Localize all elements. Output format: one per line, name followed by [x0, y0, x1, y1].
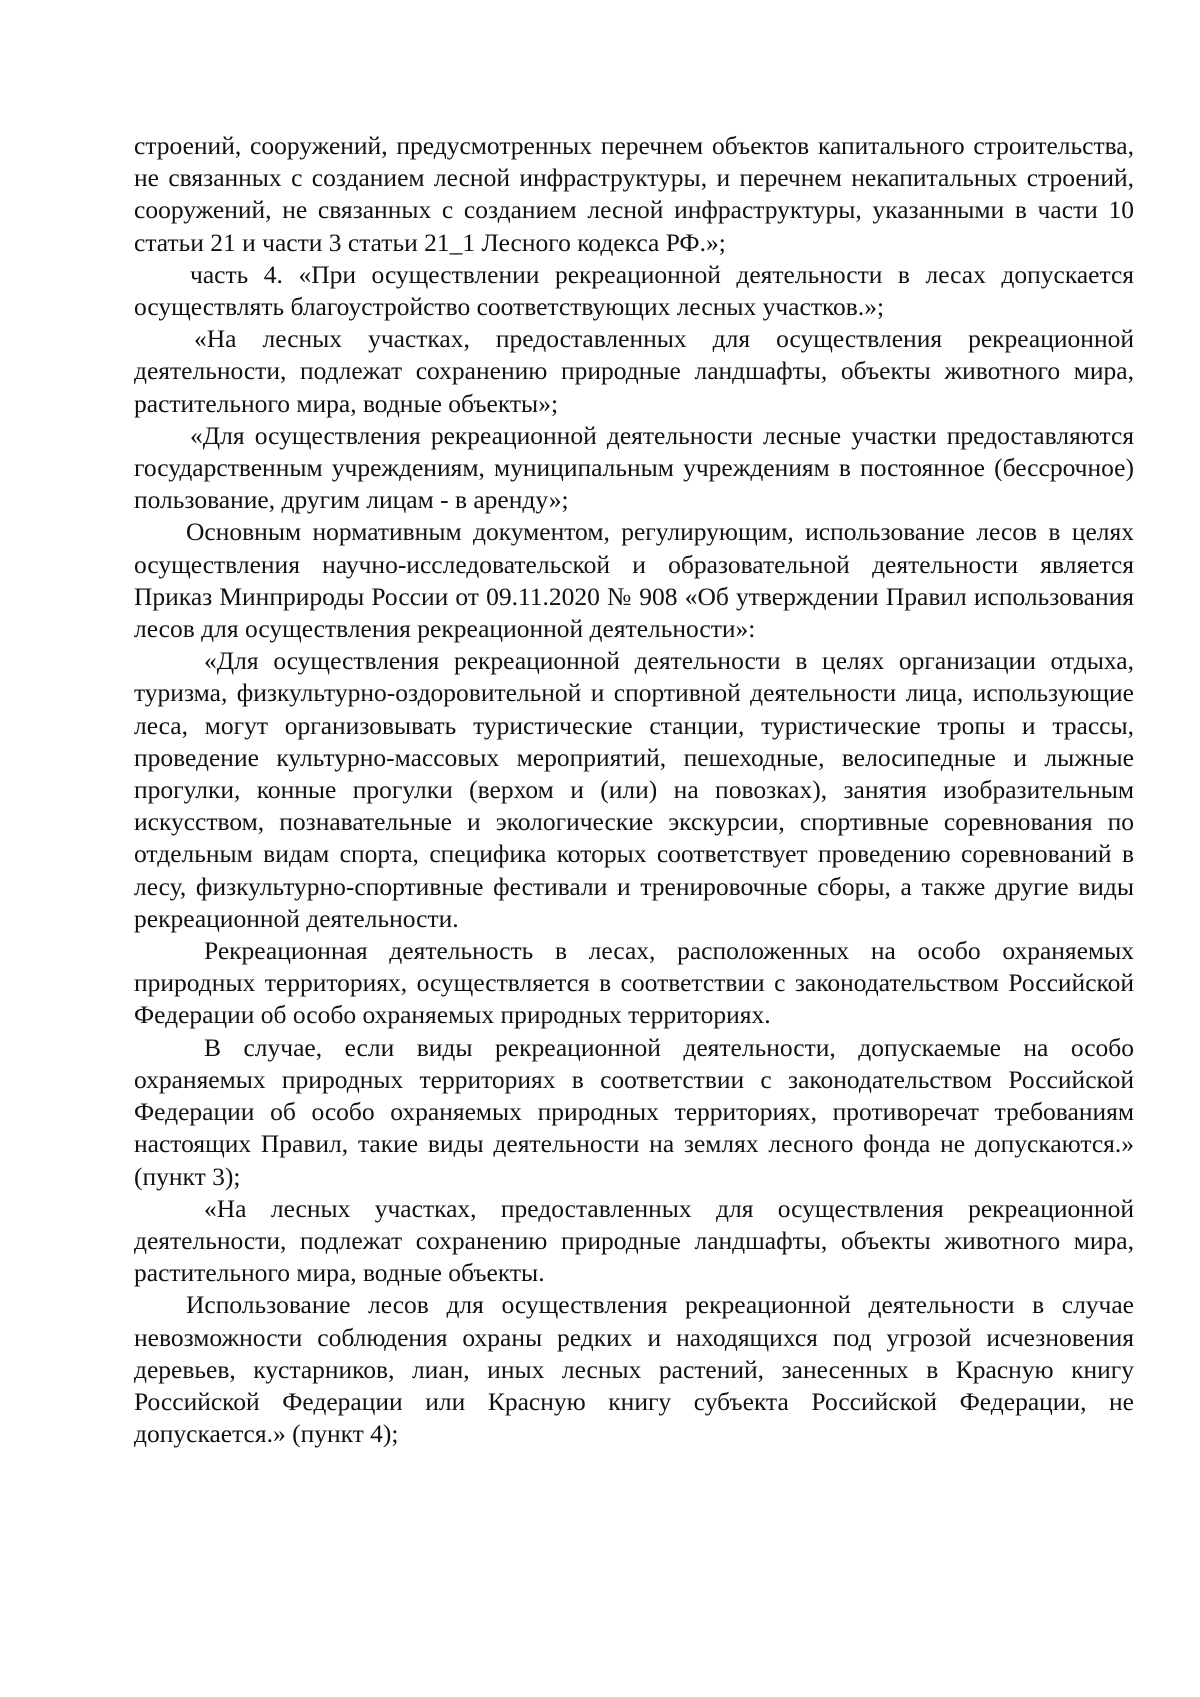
document-page — [134, 130, 1134, 1450]
paragraph-continuation: строений, сооружений, предусмотренных перечнем объектов капитального строительства, не связанных с созданием лесной инфраструктуры, и перечнем некапитальных строений, сооружений, не связанных с созданием лесной инфраструктуры, указанными в части 10 статьи 21 и части 3 статьи 21_1 Лесного кодекса РФ.»; — [134, 131, 1134, 257]
paragraph-main-normative: Основным нормативным документом, регулирующим, использование лесов в целях осуществления научно-исследовательской и образовательной деятельности является Приказ Минприроды России от 09.11.2020 № 908 «Об утверждении Правил использования лесов для осуществления рекреационной деятельности»: — [134, 517, 1134, 644]
paragraph-contradiction-case: В случае, если виды рекреационной деятельности, допускаемые на особо охраняемых природных территориях в соответствии с законодательством Российской Федерации об особо охраняемых природных территориях, противоречат требованиям настоящих Правил, такие виды деятельности на землях лесного фонда не допускаются.» (пункт 3); — [134, 1032, 1134, 1191]
paragraph-quote-preservation-2: «На лесных участках, предоставленных для осуществления рекреационной деятельности, подлежат сохранению природные ландшафты, объекты животного мира, растительного мира, водные объекты. — [134, 1193, 1134, 1288]
paragraph-part-4: часть 4. «При осуществлении рекреационной деятельности в лесах допускается осуществлять благоустройство соответствующих лесных участков.»; — [134, 259, 1134, 322]
paragraph-quote-preservation: «На лесных участках, предоставленных для осуществления рекреационной деятельности, подлежат сохранению природные ландшафты, объекты животного мира, растительного мира, водные объекты»; — [134, 324, 1134, 418]
paragraph-red-book: Использование лесов для осуществления рекреационной деятельности в случае невозможности соблюдения охраны редких и находящихся под угрозой исчезновения деревьев, кустарников, лиан, иных лесных растений, занесенных в Красную книгу Российской Федерации или Красную книгу субъекта Российской Федерации, не допускается.» (пункт 4); — [134, 1290, 1134, 1449]
paragraph-recreation-activities: «Для осуществления рекреационной деятельности в целях организации отдыха, туризма, физкультурно-оздоровительной и спортивной деятельности лица, использующие леса, могут организовывать туристические станции, туристические тропы и трассы, проведение культурно-массовых мероприятий, пешеходные, велосипедные и лыжные прогулки, конные прогулки (верхом и (или) на повозках), занятия изобразительным искусством, познавательные и экологические экскурсии, спортивные соревнования по отдельным видам спорта, специфика которых соответствует проведению соревнований в лесу, физкультурно-спортивные фестивали и тренировочные сборы, а также другие виды рекреационной деятельности. — [134, 646, 1134, 933]
paragraph-quote-provision: «Для осуществления рекреационной деятельности лесные участки предоставляются государственным учреждениям, муниципальным учреждениям в постоянное (бессрочное) пользование, другим лицам - в аренду»; — [134, 420, 1134, 515]
paragraph-protected-territories: Рекреационная деятельность в лесах, расположенных на особо охраняемых природных территориях, осуществляется в соответствии с законодательством Российской Федерации об особо охраняемых природных территориях. — [134, 936, 1134, 1030]
